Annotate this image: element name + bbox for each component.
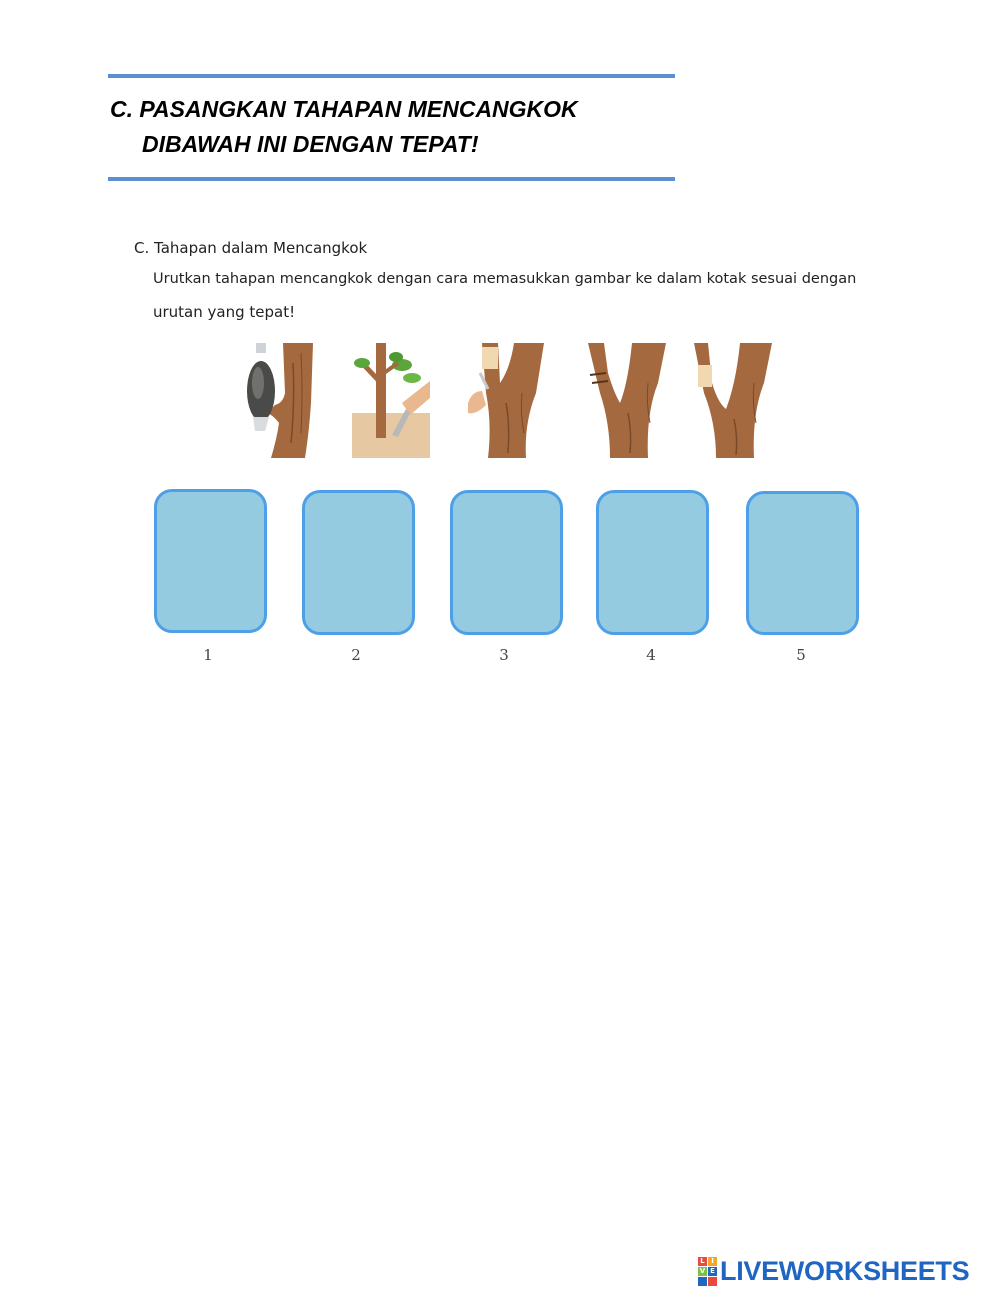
- instruction-line1: Urutkan tahapan mencangkok dengan cara memasukkan gambar ke dalam kotak sesuai dengan: [153, 271, 857, 287]
- drop-box-2[interactable]: [302, 490, 415, 635]
- drop-box-1[interactable]: [154, 489, 267, 633]
- peeled-bark-branch-icon[interactable]: [694, 343, 772, 458]
- exercise-heading: C. Tahapan dalam Mencangkok: [134, 239, 368, 257]
- box-number-1: 1: [203, 646, 213, 664]
- instruction-line2: urutan yang tepat!: [153, 303, 296, 321]
- box-number-2: 2: [351, 646, 361, 664]
- drop-box-3[interactable]: [450, 490, 563, 635]
- liveworksheets-brand: [698, 1254, 969, 1288]
- header-bottom-rule: [108, 177, 675, 181]
- planting-seedling-icon[interactable]: [352, 343, 430, 458]
- liveworksheets-logo-icon: L I V E: [698, 1257, 717, 1286]
- box-number-5: 5: [796, 646, 806, 664]
- box-number-4: 4: [646, 646, 656, 664]
- drop-box-4[interactable]: [596, 490, 709, 635]
- scraping-bark-icon[interactable]: [466, 343, 544, 458]
- drop-box-5[interactable]: [746, 491, 859, 635]
- wrapped-branch-icon[interactable]: [243, 343, 321, 458]
- page-title-line2: DIBAWAH INI DENGAN TEPAT!: [142, 131, 479, 157]
- box-number-3: 3: [499, 646, 509, 664]
- page-title-line1: C. PASANGKAN TAHAPAN MENCANGKOK: [110, 96, 578, 122]
- cut-bark-branch-icon[interactable]: [588, 343, 666, 458]
- brand-text: LIVEWORKSHEETS: [720, 1255, 970, 1286]
- header-top-rule: [108, 74, 675, 78]
